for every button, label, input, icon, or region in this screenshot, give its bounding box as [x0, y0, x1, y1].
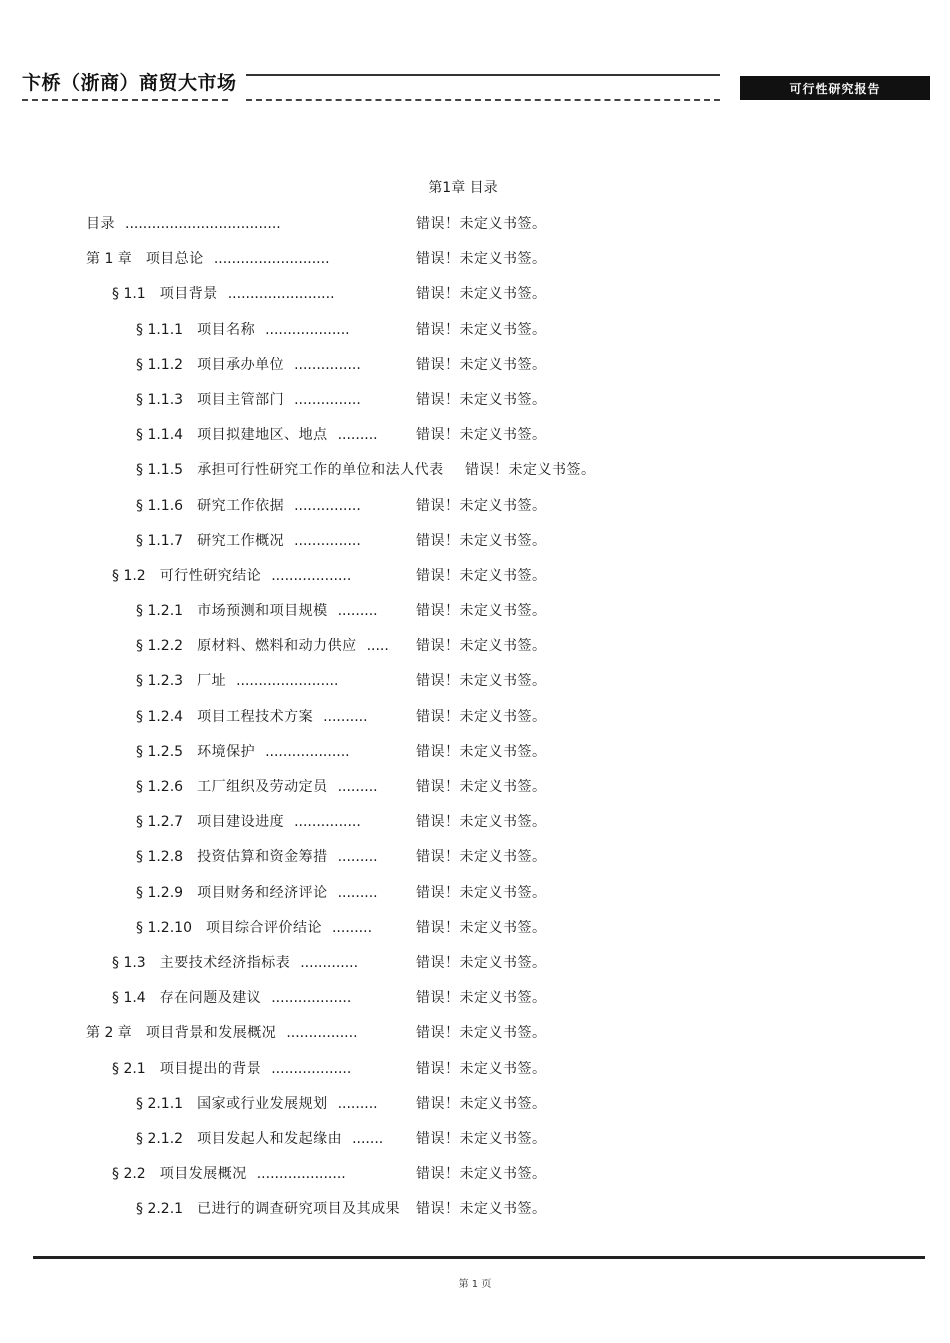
toc-entry-text [136, 670, 338, 690]
toc-entry-page-ref: 错误！未定义书签。 [416, 251, 547, 268]
toc-entry[interactable] [0, 980, 950, 1015]
toc-entry-label: 项目名称 [197, 321, 256, 338]
toc-entry[interactable] [0, 241, 950, 276]
toc-entry-page-ref: 错误！未定义书签。 [416, 1095, 547, 1112]
toc-entry[interactable] [0, 699, 950, 734]
toc-entry[interactable] [0, 276, 950, 311]
toc-entry-leader-dots: ................... [265, 321, 350, 338]
toc-entry[interactable] [0, 452, 950, 487]
toc-entry-label: 研究工作依据 [197, 497, 285, 514]
toc-entry-number: § 1.3 [112, 954, 146, 971]
toc-entry-page-ref: 错误！未定义书签。 [416, 708, 547, 725]
toc-entry-number: § 2.2.1 [136, 1201, 184, 1218]
toc-entry-leader-dots: ............. [300, 954, 359, 971]
toc-entry[interactable] [0, 417, 950, 452]
toc-entry-text [136, 882, 378, 902]
toc-entry-page-ref: 错误！未定义书签。 [416, 814, 547, 831]
toc-entry-text [136, 354, 361, 374]
toc-entry-label: 存在问题及建议 [159, 990, 262, 1007]
toc-entry-page-ref: 错误！未定义书签。 [416, 1166, 547, 1183]
toc-entry-leader-dots: .................... [256, 1166, 346, 1183]
toc-entry[interactable] [0, 628, 950, 663]
toc-entry-label: 主要技术经济指标表 [159, 954, 291, 971]
toc-entry-text [112, 1058, 351, 1078]
toc-entry-number: § 2.1.1 [136, 1095, 184, 1112]
toc-entry-page-ref: 错误！未定义书签。 [416, 1060, 547, 1077]
toc-entry-page-ref: 错误！未定义书签。 [416, 532, 547, 549]
toc-entry-leader-dots: .................. [271, 990, 352, 1007]
table-of-contents [0, 206, 950, 1226]
toc-entry-number: § 1.4 [112, 990, 146, 1007]
toc-entry-label: 项目工程技术方案 [197, 708, 314, 725]
toc-entry-page-ref: 错误！未定义书签。 [416, 567, 547, 584]
toc-entry-page-ref: 错误！未定义书签。 [416, 779, 547, 795]
toc-entry-label: 承担可行性研究工作的单位和法人代表 [197, 462, 444, 479]
toc-entry-number: § 1.1.1 [136, 321, 184, 338]
toc-entry-leader-dots: ..... [366, 638, 389, 655]
toc-entry-number: § 2.1.2 [136, 1130, 184, 1147]
header-report-badge: 可行性研究报告 [740, 76, 930, 100]
toc-entry[interactable] [0, 1121, 950, 1156]
toc-entry-page-ref: 错误！未定义书签。 [416, 391, 547, 408]
toc-entry-leader-dots: ......... [337, 849, 378, 866]
toc-entry-leader-dots: ................................... [125, 216, 281, 232]
toc-entry[interactable] [0, 1191, 950, 1226]
toc-entry-page-ref: 错误！未定义书签。 [416, 603, 547, 620]
toc-entry-text [112, 565, 351, 585]
toc-entry[interactable] [0, 312, 950, 347]
toc-entry[interactable] [0, 593, 950, 628]
toc-entry-page-ref: 错误！未定义书签。 [416, 216, 547, 232]
toc-entry-leader-dots: ......... [337, 427, 378, 444]
toc-entry[interactable] [0, 663, 950, 698]
toc-entry-number: § 1.1.5 [136, 462, 184, 479]
toc-entry[interactable] [0, 839, 950, 874]
toc-entry-page-ref: 错误！未定义书签。 [416, 1130, 547, 1147]
toc-entry-number: 第 2 章 [86, 1025, 132, 1042]
toc-entry-page-ref: 错误！未定义书签。 [416, 286, 547, 303]
toc-entry-text [136, 424, 378, 444]
toc-entry-page-ref: 错误！未定义书签。 [416, 321, 547, 338]
toc-entry-number: § 1.1 [112, 286, 146, 303]
toc-entry-number: § 1.2 [112, 567, 146, 584]
toc-entry-number: § 2.2 [112, 1166, 146, 1183]
toc-entry-leader-dots: .......................... [213, 251, 330, 268]
toc-entry-leader-dots: ........................ [227, 286, 335, 303]
toc-entry[interactable] [0, 1156, 950, 1191]
toc-entry-label: 项目背景 [159, 286, 218, 303]
header-title: 卞桥（浙商）商贸大市场 [22, 72, 237, 94]
toc-entry-label: 项目发起人和发起缘由 [197, 1130, 343, 1147]
toc-entry-label: 原材料、燃料和动力供应 [197, 638, 357, 655]
toc-entry-page-ref: 错误！未定义书签。 [416, 990, 547, 1007]
toc-entry-label: 项目发展概况 [159, 1166, 247, 1183]
toc-entry-number: § 1.1.3 [136, 391, 184, 408]
footer-page-number: 第 1 页 [458, 1279, 492, 1290]
toc-entry[interactable] [0, 945, 950, 980]
toc-entry-label: 环境保护 [197, 743, 256, 760]
toc-entry-page-ref: 错误！未定义书签。 [416, 884, 547, 901]
toc-entry-text [136, 846, 378, 866]
toc-entry-leader-dots: ............... [294, 391, 361, 408]
toc-entry-page-ref: 错误！未定义书签。 [416, 743, 547, 760]
toc-entry-page-ref: 错误！未定义书签。 [465, 462, 596, 479]
toc-entry-label: 研究工作概况 [197, 532, 285, 549]
toc-entry-number: § 1.1.4 [136, 427, 184, 444]
toc-entry-number: § 1.2.6 [136, 779, 184, 795]
toc-entry-text [112, 1163, 346, 1183]
toc-entry-text [136, 706, 368, 726]
toc-entry-page-ref: 错误！未定义书签。 [416, 356, 547, 373]
toc-entry-text [86, 248, 330, 268]
toc-entry[interactable] [0, 1086, 950, 1121]
toc-entry-leader-dots: ................... [265, 743, 350, 760]
toc-entry-text [136, 530, 361, 550]
toc-entry-number: § 1.2.7 [136, 814, 184, 831]
toc-entry-leader-dots: .................. [271, 567, 352, 584]
toc-entry-text [136, 319, 350, 339]
toc-entry-number: § 1.2.2 [136, 638, 184, 655]
toc-entry-leader-dots: ............... [294, 532, 361, 549]
toc-entry-page-ref: 错误！未定义书签。 [416, 673, 547, 690]
toc-entry-leader-dots: .................. [271, 1060, 352, 1077]
toc-entry-text [86, 1022, 358, 1042]
toc-entry-leader-dots: ......... [337, 779, 378, 795]
toc-entry-text [112, 952, 358, 972]
footer-rule [33, 1256, 925, 1259]
toc-entry-label: 工厂组织及劳动定员 [197, 779, 328, 795]
toc-entry-text [136, 1093, 378, 1113]
toc-entry[interactable] [0, 558, 950, 593]
toc-entry[interactable] [0, 488, 950, 523]
header-dashed-rule-right [246, 99, 720, 101]
toc-entry-text [136, 600, 378, 620]
toc-entry-text [136, 495, 361, 515]
toc-entry-page-ref: 错误！未定义书签。 [416, 497, 547, 514]
toc-entry-leader-dots: .......... [323, 708, 368, 725]
toc-entry-number: § 1.2.8 [136, 849, 184, 866]
toc-entry-leader-dots: ............... [294, 814, 361, 831]
toc-entry-text [136, 1198, 400, 1218]
header-dashed-rule-left [22, 99, 228, 101]
toc-entry-number: § 1.2.5 [136, 743, 184, 760]
toc-entry-page-ref: 错误！未定义书签。 [416, 849, 547, 866]
toc-entry-number: § 1.1.6 [136, 497, 184, 514]
toc-entry-text [86, 213, 281, 233]
toc-entry-label: 项目拟建地区、地点 [197, 427, 328, 444]
toc-entry-number: § 1.1.7 [136, 532, 184, 549]
toc-entry-text [112, 987, 351, 1007]
toc-entry-leader-dots: ............... [294, 497, 361, 514]
toc-entry-number: § 1.1.2 [136, 356, 184, 373]
toc-entry-number: 第 1 章 [86, 251, 132, 268]
toc-entry[interactable] [0, 1015, 950, 1050]
toc-entry-leader-dots: ................ [286, 1025, 358, 1042]
toc-entry-label: 项目综合评价结论 [205, 919, 322, 936]
toc-entry-label: 项目提出的背景 [159, 1060, 262, 1077]
toc-entry-label: 项目背景和发展概况 [145, 1025, 277, 1042]
toc-entry[interactable] [0, 769, 950, 804]
toc-heading: 第1章 目录 [428, 180, 498, 196]
toc-entry-number: § 1.2.3 [136, 673, 184, 690]
toc-entry-label: 已进行的调查研究项目及其成果 [197, 1201, 401, 1218]
toc-entry[interactable] [0, 804, 950, 839]
toc-entry[interactable] [0, 523, 950, 558]
toc-entry-number: § 1.2.9 [136, 884, 184, 901]
toc-entry-label: 市场预测和项目规模 [197, 603, 328, 620]
toc-entry-leader-dots: ............... [294, 356, 361, 373]
toc-entry-leader-dots: ....... [352, 1130, 384, 1147]
toc-entry-text [136, 811, 361, 831]
toc-entry-page-ref: 错误！未定义书签。 [416, 1025, 547, 1042]
toc-entry-label: 项目承办单位 [197, 356, 285, 373]
toc-entry-number: § 2.1 [112, 1060, 146, 1077]
toc-entry-label: 项目总论 [145, 251, 204, 268]
toc-entry[interactable] [0, 206, 950, 241]
toc-entry-label: 厂址 [197, 673, 227, 690]
header-solid-rule [246, 74, 720, 76]
toc-entry-text [112, 283, 335, 303]
toc-entry-page-ref: 错误！未定义书签。 [416, 954, 547, 971]
toc-entry-leader-dots: ......... [337, 603, 378, 620]
toc-entry-text [136, 776, 378, 796]
toc-entry-label: 可行性研究结论 [159, 567, 262, 584]
toc-entry[interactable] [0, 1051, 950, 1086]
toc-heading-wrap [0, 177, 950, 197]
toc-entry-number: § 1.2.1 [136, 603, 184, 620]
toc-entry[interactable] [0, 875, 950, 910]
toc-entry-page-ref: 错误！未定义书签。 [416, 1201, 547, 1218]
toc-entry-leader-dots: ......... [337, 884, 378, 901]
toc-entry-page-ref: 错误！未定义书签。 [416, 919, 547, 936]
toc-entry-label: 目录 [86, 216, 115, 232]
toc-entry-label: 投资估算和资金筹措 [197, 849, 328, 866]
toc-entry-label: 国家或行业发展规划 [197, 1095, 328, 1112]
toc-entry-label: 项目建设进度 [197, 814, 285, 831]
toc-entry-text [136, 635, 389, 655]
toc-entry-page-ref: 错误！未定义书签。 [416, 427, 547, 444]
toc-entry-leader-dots: ....................... [236, 673, 339, 690]
toc-entry-text [136, 741, 350, 761]
toc-entry-leader-dots: ......... [331, 919, 373, 936]
toc-entry-page-ref: 错误！未定义书签。 [416, 638, 547, 655]
toc-entry[interactable] [0, 382, 950, 417]
toc-entry[interactable] [0, 734, 950, 769]
toc-entry-label: 项目财务和经济评论 [197, 884, 328, 901]
toc-entry-text [136, 917, 372, 937]
toc-entry-text [136, 459, 444, 479]
toc-entry-text [136, 1128, 383, 1148]
toc-entry-number: § 1.2.4 [136, 708, 184, 725]
toc-entry[interactable] [0, 910, 950, 945]
toc-entry-label: 项目主管部门 [197, 391, 285, 408]
toc-entry-leader-dots: ......... [337, 1095, 378, 1112]
toc-entry[interactable] [0, 347, 950, 382]
toc-entry-text [136, 389, 361, 409]
toc-entry-number: § 1.2.10 [136, 919, 192, 936]
